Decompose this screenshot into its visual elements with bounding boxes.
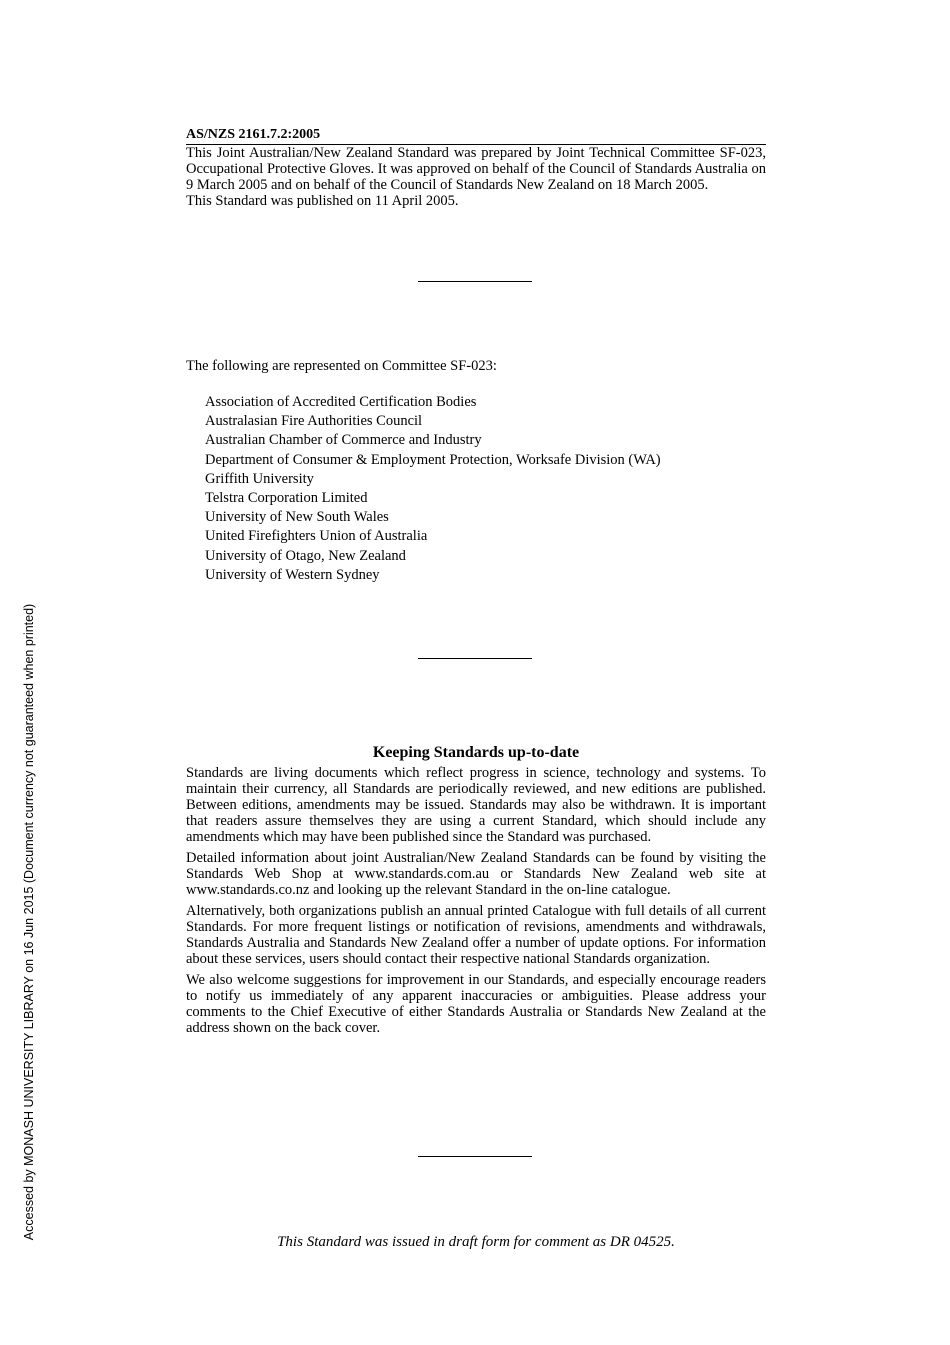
- list-item: Australian Chamber of Commerce and Industry: [205, 432, 482, 449]
- list-item: Department of Consumer & Employment Protection, Worksafe Division (WA): [205, 451, 661, 468]
- list-item: Telstra Corporation Limited: [205, 490, 368, 507]
- divider-rule: [418, 281, 532, 282]
- divider-rule: [418, 658, 532, 659]
- committee-intro: The following are represented on Committee SF-023:: [186, 358, 497, 374]
- publication-date-line: This Standard was published on 11 April 2005.: [186, 193, 459, 209]
- standard-number: AS/NZS 2161.7.2:2005: [186, 127, 766, 145]
- list-item: University of Otago, New Zealand: [205, 547, 406, 564]
- list-item: United Firefighters Union of Australia: [205, 528, 428, 545]
- preparation-block: [186, 145, 766, 209]
- body-paragraph: Detailed information about joint Australian/New Zealand Standards can be found by visiting the Standards Web Shop at www.standards.com.au or Standards New Zealand web site at www.standards.co.nz and looking up the relevant Standard in the on-line catalogue.: [186, 850, 766, 898]
- divider-rule: [418, 1156, 532, 1157]
- committee-member-list: [205, 393, 661, 585]
- access-notice: Accessed by MONASH UNIVERSITY LIBRARY on 16 Jun 2015 (Document currency not guaranteed when printed): [22, 603, 36, 1241]
- list-item: Griffith University: [205, 470, 314, 487]
- draft-note: This Standard was issued in draft form for comment as DR 04525.: [277, 1234, 675, 1250]
- list-item: Association of Accredited Certification Bodies: [205, 394, 477, 410]
- body-paragraph: Alternatively, both organizations publish an annual printed Catalogue with full details of all current Standards. For more frequent listings or notification of revisions, amendments and withdrawals, Standards Australia and Standards New Zealand offer a number of update options. For information about these services, users should contact their respective national Standards organization.: [186, 903, 766, 967]
- list-item: University of Western Sydney: [205, 566, 380, 583]
- body-paragraph: We also welcome suggestions for improvement in our Standards, and especially encourage readers to notify us immediately of any apparent inaccuracies or ambiguities. Please address your comments to the Chief Executive of either Standards Australia or Standards New Zealand at the address shown on the back cover.: [186, 972, 766, 1036]
- body-paragraph: Standards are living documents which reflect progress in science, technology and systems. To maintain their currency, all Standards are periodically reviewed, and new editions are published. Between editions, amendments may be issued. Standards may also be withdrawn. It is important that readers assure themselves they are using a current Standard, which should include any amendments which may have been published since the Standard was purchased.: [186, 765, 766, 845]
- preparation-paragraph: This Joint Australian/New Zealand Standard was prepared by Joint Technical Committee SF-023, Occupational Protective Gloves. It was approved on behalf of the Council of Standards Australia on 9 March 2005 and on behalf of the Council of Standards New Zealand on 18 March 2005.: [186, 145, 766, 193]
- keeping-standards-body: [186, 765, 766, 1041]
- list-item: University of New South Wales: [205, 509, 389, 526]
- section-heading: Keeping Standards up-to-date: [372, 744, 580, 761]
- list-item: Australasian Fire Authorities Council: [205, 413, 423, 430]
